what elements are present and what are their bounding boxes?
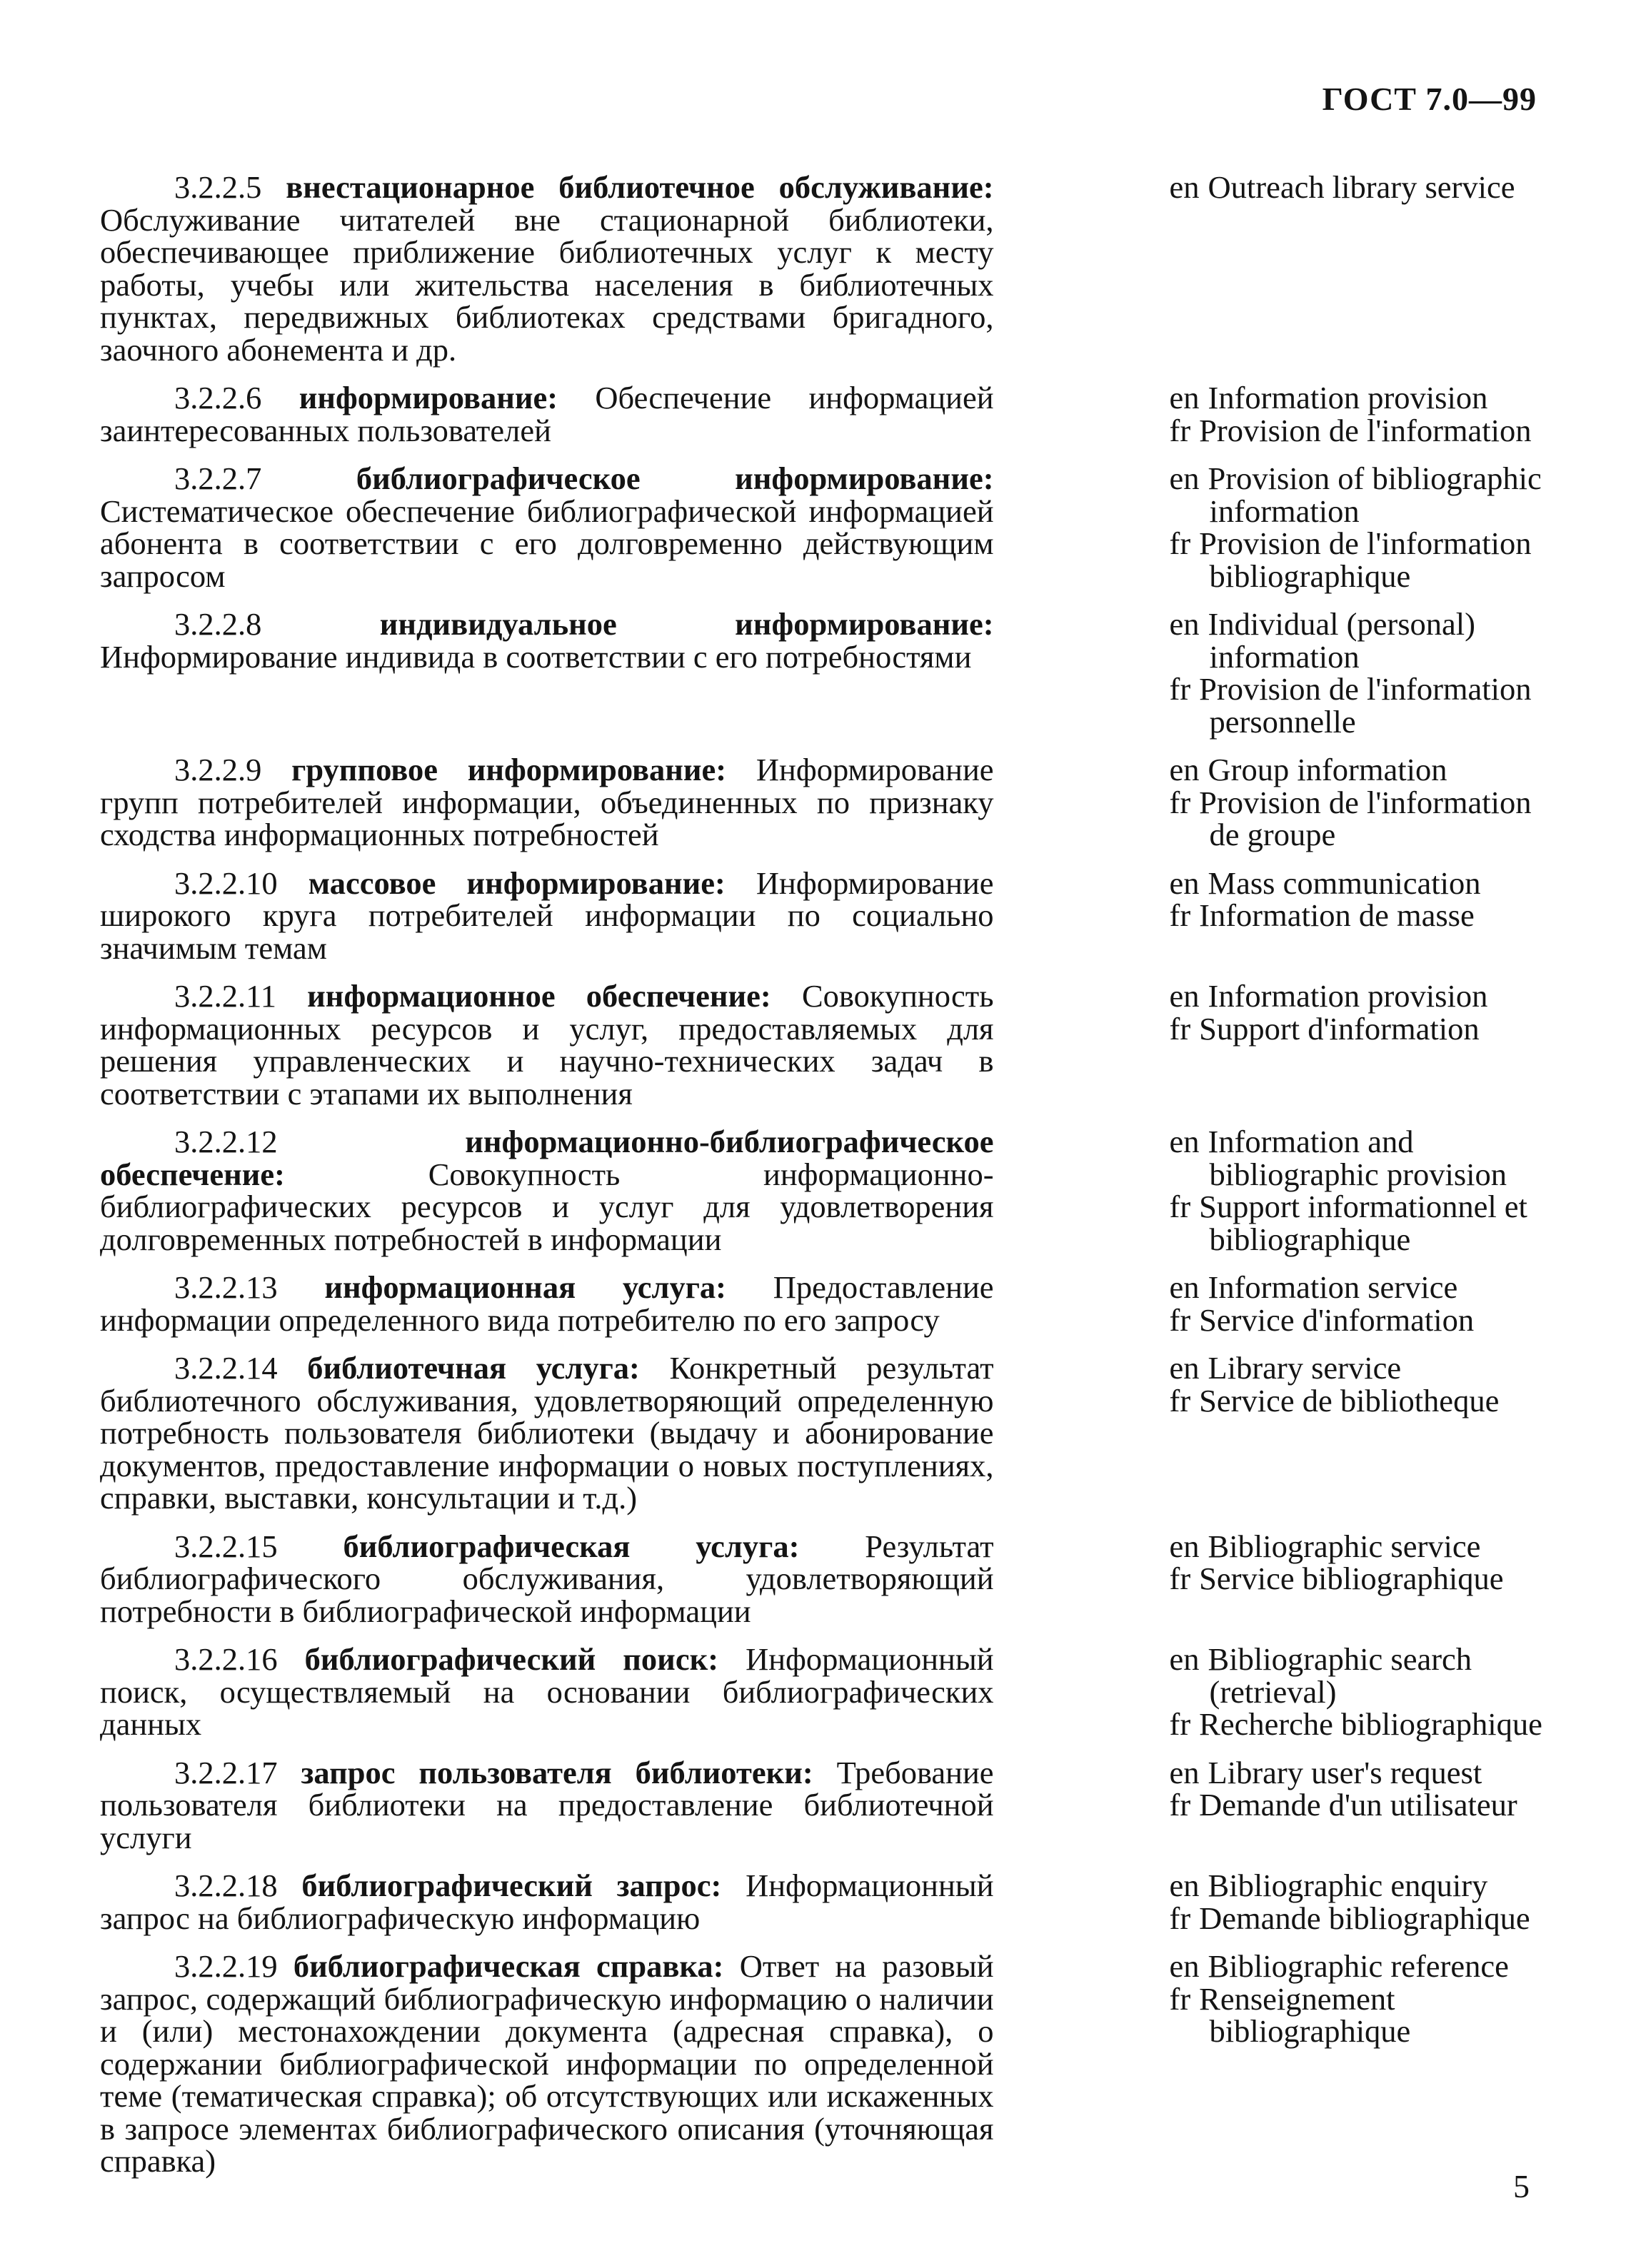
term-entry xyxy=(100,171,1557,366)
equivalent-fr xyxy=(1170,1789,1557,1822)
term-number: 3.2.2.16 xyxy=(174,1641,278,1677)
term-entry xyxy=(100,1643,1557,1741)
definition-paragraph xyxy=(100,171,994,366)
equivalent-en xyxy=(1170,608,1557,673)
term-definition: Обслуживание читателей вне стационарной библиотеки, обеспечивающее приближение библиотечных услуг к месту работы, учебы или жительства населения в библиотечных пунктах, передвижных библиотеках средствами бригадного, заочного абонемента и др. xyxy=(100,201,994,368)
term-number: 3.2.2.19 xyxy=(174,1948,278,1984)
definition-column xyxy=(100,1126,994,1256)
equivalent-text: Provision de l'information xyxy=(1199,412,1532,448)
term-definition: Информирование широкого круга потребителей информации по социально значимым темам xyxy=(100,865,994,966)
term-definition: Ответ на разовый запрос, содержащий библиографическую информацию о наличии и (или) местонахождении документа (адресная справка), о содержании библиографической информации по определенной теме (тематическая справка); об отсутствующих или искаженных в запросе элементах библиографического описания (уточняющая справка) xyxy=(100,1948,994,2179)
term-number: 3.2.2.11 xyxy=(174,978,276,1014)
lang-code: fr xyxy=(1169,1010,1191,1047)
term-number: 3.2.2.6 xyxy=(174,380,262,415)
equivalent-text: Individual (personal) information xyxy=(1208,606,1475,675)
definition-paragraph xyxy=(100,1352,994,1515)
term-definition: Совокупность информационно-библиографических ресурсов и услуг для удовлетворения долговременных потребностей в информации xyxy=(100,1156,994,1257)
equivalents-column xyxy=(1169,1754,1557,1823)
term-name: групповое информирование: xyxy=(291,752,727,787)
term-number: 3.2.2.14 xyxy=(174,1350,278,1386)
equivalent-en xyxy=(1170,980,1557,1013)
definition-column xyxy=(100,171,994,366)
lang-code: en xyxy=(1169,978,1200,1014)
definition-column xyxy=(100,382,994,447)
equivalent-text: Bibliographic service xyxy=(1208,1528,1481,1564)
equivalent-fr xyxy=(1169,1980,1557,2049)
definition-column xyxy=(100,867,994,965)
term-entry xyxy=(100,1754,1557,1855)
term-name: внестационарное библиотечное обслуживание: xyxy=(286,169,994,205)
lang-code: fr xyxy=(1169,1301,1191,1338)
term-name: библиографическая услуга: xyxy=(343,1528,800,1564)
equivalent-text: Provision of bibliographic information xyxy=(1208,460,1542,529)
term-name: библиографический поиск: xyxy=(304,1641,719,1677)
definition-column xyxy=(100,1271,994,1336)
lang-code: fr xyxy=(1169,525,1191,561)
term-number: 3.2.2.12 xyxy=(174,1124,278,1159)
equivalents-column xyxy=(1170,867,1557,932)
lang-code: fr xyxy=(1169,1900,1191,1936)
document-code: ГОСТ 7.0—99 xyxy=(1322,81,1537,117)
equivalent-text: Provision de l'information bibliographique xyxy=(1199,525,1532,594)
definition-column xyxy=(100,980,994,1110)
equivalent-text: Service d'information xyxy=(1199,1301,1475,1338)
term-number: 3.2.2.13 xyxy=(174,1269,278,1305)
definition-paragraph xyxy=(100,1126,994,1256)
lang-code: en xyxy=(1169,1641,1200,1677)
equivalent-fr xyxy=(1169,412,1557,448)
definition-paragraph xyxy=(100,1870,994,1935)
term-definition: Информирование групп потребителей информации, объединенных по признаку сходства информационных потребностей xyxy=(100,752,994,852)
term-number: 3.2.2.7 xyxy=(174,460,262,496)
term-name: библиографическая справка: xyxy=(293,1948,724,1984)
equivalent-text: Library service xyxy=(1208,1350,1402,1386)
equivalent-fr xyxy=(1169,1301,1557,1338)
equivalent-en xyxy=(1170,754,1557,787)
definition-column xyxy=(100,460,994,594)
lang-code: en xyxy=(1169,1350,1200,1386)
term-entry xyxy=(100,1528,1557,1629)
equivalents-column xyxy=(1170,382,1557,447)
equivalent-en xyxy=(1169,460,1557,529)
definition-column xyxy=(100,754,994,852)
lang-code: fr xyxy=(1169,1980,1191,2017)
term-entry xyxy=(100,1870,1557,1935)
equivalents-column xyxy=(1170,171,1557,204)
term-entry xyxy=(100,382,1557,447)
term-name: библиографическое информирование: xyxy=(356,460,994,496)
equivalents-column xyxy=(1170,980,1557,1045)
term-definition: Результат библиографического обслуживания, удовлетворяющий потребности в библиографической информации xyxy=(100,1528,994,1629)
term-entry xyxy=(100,1271,1557,1336)
definition-paragraph xyxy=(100,1271,994,1336)
equivalent-fr xyxy=(1170,899,1557,932)
definition-paragraph xyxy=(100,867,994,965)
lang-code: en xyxy=(1169,865,1200,901)
lang-code: fr xyxy=(1169,784,1191,820)
equivalent-fr xyxy=(1170,673,1557,738)
equivalents-column xyxy=(1170,1126,1557,1256)
lang-code: en xyxy=(1169,1528,1200,1564)
term-name: индивидуальное информирование: xyxy=(379,606,994,642)
term-entry xyxy=(100,754,1557,852)
term-number: 3.2.2.17 xyxy=(174,1754,278,1790)
equivalent-text: Renseignement bibliographique xyxy=(1199,1980,1411,2049)
definition-column xyxy=(100,608,994,673)
equivalent-en xyxy=(1170,1352,1557,1385)
term-entry xyxy=(100,608,1557,738)
equivalent-fr xyxy=(1170,1902,1557,1935)
definition-paragraph xyxy=(100,382,994,447)
term-number: 3.2.2.5 xyxy=(174,169,262,205)
definition-paragraph xyxy=(100,608,994,673)
equivalents-column xyxy=(1170,1271,1557,1336)
equivalent-text: Service de bibliotheque xyxy=(1199,1382,1500,1418)
lang-code: en xyxy=(1169,460,1200,496)
lang-code: fr xyxy=(1169,897,1191,933)
term-definition: Конкретный результат библиотечного обслуживания, удовлетворяющий определенную потребность пользователя библиотеки (выдачу и абонирование документов, предоставление информации о новых поступлениях, справки, выставки, консультации и т.д.) xyxy=(100,1350,994,1516)
term-definition: Обеспечение информацией заинтересованных пользователей xyxy=(100,380,994,448)
lang-code: fr xyxy=(1169,1189,1191,1224)
equivalent-en xyxy=(1170,171,1557,204)
lang-code: en xyxy=(1169,606,1200,642)
definition-column xyxy=(100,1528,994,1629)
definition-paragraph xyxy=(100,460,994,594)
lang-code: en xyxy=(1169,1868,1200,1903)
equivalent-fr xyxy=(1170,1708,1557,1741)
definition-paragraph xyxy=(100,1754,994,1855)
equivalent-text: Library user's request xyxy=(1208,1754,1482,1790)
equivalent-text: Demande d'un utilisateur xyxy=(1199,1787,1517,1823)
equivalent-text: Service bibliographique xyxy=(1199,1561,1504,1596)
equivalent-text: Demande bibliographique xyxy=(1199,1900,1530,1936)
equivalent-fr xyxy=(1169,784,1557,852)
equivalent-en xyxy=(1170,1271,1557,1304)
equivalent-text: Bibliographic search (retrieval) xyxy=(1208,1641,1472,1710)
equivalent-text: Information provision xyxy=(1208,380,1488,415)
equivalents-column xyxy=(1169,460,1557,594)
equivalent-en xyxy=(1170,1126,1557,1191)
equivalent-fr xyxy=(1169,1382,1557,1418)
equivalent-text: Provision de l'information personnelle xyxy=(1199,671,1532,740)
equivalent-fr xyxy=(1169,525,1557,594)
equivalents-column xyxy=(1170,608,1557,738)
lang-code: fr xyxy=(1169,1561,1191,1596)
term-entry xyxy=(100,867,1557,965)
equivalent-en xyxy=(1169,1754,1557,1790)
definition-column xyxy=(100,1870,994,1935)
equivalent-en xyxy=(1170,1950,1557,1983)
term-number: 3.2.2.9 xyxy=(174,752,262,787)
definition-column xyxy=(100,1352,994,1515)
definition-paragraph xyxy=(100,754,994,852)
equivalent-en xyxy=(1170,1870,1557,1902)
term-name: информирование: xyxy=(298,380,558,415)
definition-paragraph xyxy=(100,1643,994,1741)
equivalent-en xyxy=(1170,382,1557,415)
term-name: библиографический запрос: xyxy=(301,1868,722,1903)
term-name: информационная услуга: xyxy=(324,1269,726,1305)
equivalent-fr xyxy=(1170,1191,1557,1256)
equivalents-column xyxy=(1170,1352,1557,1417)
lang-code: fr xyxy=(1169,412,1191,448)
equivalent-en xyxy=(1170,1643,1557,1708)
term-definition: Предоставление информации определенного вида потребителю по его запросу xyxy=(100,1269,994,1338)
term-entries xyxy=(100,171,1557,2178)
equivalents-column xyxy=(1169,1528,1557,1596)
term-entry xyxy=(100,1352,1557,1515)
term-name: информационно-библиографическое обеспечение: xyxy=(100,1124,994,1192)
term-definition: Информационный запрос на библиографическую информацию xyxy=(100,1868,994,1936)
term-entry xyxy=(100,980,1557,1110)
equivalent-fr xyxy=(1170,1563,1557,1596)
term-entry xyxy=(100,1126,1557,1256)
term-name: информационное обеспечение: xyxy=(307,978,771,1014)
equivalents-column xyxy=(1170,754,1557,852)
term-definition: Информационный поиск, осуществляемый на основании библиографических данных xyxy=(100,1641,994,1742)
term-name: запрос пользователя библиотеки: xyxy=(301,1754,813,1790)
equivalent-text: Support d'information xyxy=(1199,1010,1480,1047)
equivalent-text: Bibliographic reference xyxy=(1208,1948,1509,1984)
equivalents-column xyxy=(1170,1643,1557,1741)
equivalent-text: Information service xyxy=(1208,1269,1458,1305)
equivalent-text: Information provision xyxy=(1208,978,1488,1014)
term-number: 3.2.2.8 xyxy=(174,606,262,642)
lang-code: en xyxy=(1169,1754,1200,1790)
equivalent-text: Outreach library service xyxy=(1208,169,1515,205)
term-entry xyxy=(100,1950,1557,2178)
definition-column xyxy=(100,1754,994,1855)
definition-paragraph xyxy=(100,980,994,1110)
equivalent-text: Information de masse xyxy=(1199,897,1475,933)
term-entry xyxy=(100,460,1557,594)
term-number: 3.2.2.18 xyxy=(174,1868,278,1903)
lang-code: en xyxy=(1169,380,1200,415)
equivalents-column xyxy=(1170,1950,1557,2048)
lang-code: en xyxy=(1169,752,1200,787)
equivalent-text: Mass communication xyxy=(1208,865,1481,901)
lang-code: en xyxy=(1169,169,1200,205)
term-definition: Совокупность информационных ресурсов и услуг, предоставляемых для решения управленческих и научно-технических задач в соответствии с этапами их выполнения xyxy=(100,978,994,1112)
term-name: библиотечная услуга: xyxy=(307,1350,640,1386)
definition-column xyxy=(100,1950,994,2178)
equivalent-text: Bibliographic enquiry xyxy=(1208,1868,1488,1903)
term-definition: Требование пользователя библиотеки на предоставление библиотечной услуги xyxy=(100,1754,994,1855)
definition-column xyxy=(100,1643,994,1741)
term-number: 3.2.2.15 xyxy=(174,1528,278,1564)
term-definition: Систематическое обеспечение библиографической информацией абонента в соответствии с его долговременно действующим запросом xyxy=(100,493,994,594)
page-number: 5 xyxy=(1513,2168,1530,2204)
lang-code: en xyxy=(1169,1124,1200,1159)
lang-code: en xyxy=(1169,1948,1200,1984)
lang-code: fr xyxy=(1169,1706,1191,1742)
equivalent-en xyxy=(1170,867,1557,900)
term-number: 3.2.2.10 xyxy=(174,865,278,901)
equivalent-en xyxy=(1169,1528,1557,1564)
term-definition: Информирование индивида в соответствии с его потребностями xyxy=(100,638,972,675)
lang-code: fr xyxy=(1169,1787,1191,1823)
equivalent-text: Information and bibliographic provision xyxy=(1208,1124,1507,1192)
equivalent-text: Provision de l'information de groupe xyxy=(1199,784,1532,852)
equivalent-text: Support informationnel et bibliographique xyxy=(1199,1189,1527,1257)
definition-paragraph xyxy=(100,1950,994,2178)
lang-code: fr xyxy=(1169,1382,1191,1418)
term-name: массовое информирование: xyxy=(308,865,726,901)
equivalent-fr xyxy=(1169,1010,1557,1047)
lang-code: en xyxy=(1169,1269,1200,1305)
equivalents-column xyxy=(1170,1870,1557,1935)
equivalent-text: Group information xyxy=(1208,752,1447,787)
lang-code: fr xyxy=(1169,671,1191,707)
definition-paragraph xyxy=(100,1528,994,1629)
equivalent-text: Recherche bibliographique xyxy=(1199,1706,1542,1742)
